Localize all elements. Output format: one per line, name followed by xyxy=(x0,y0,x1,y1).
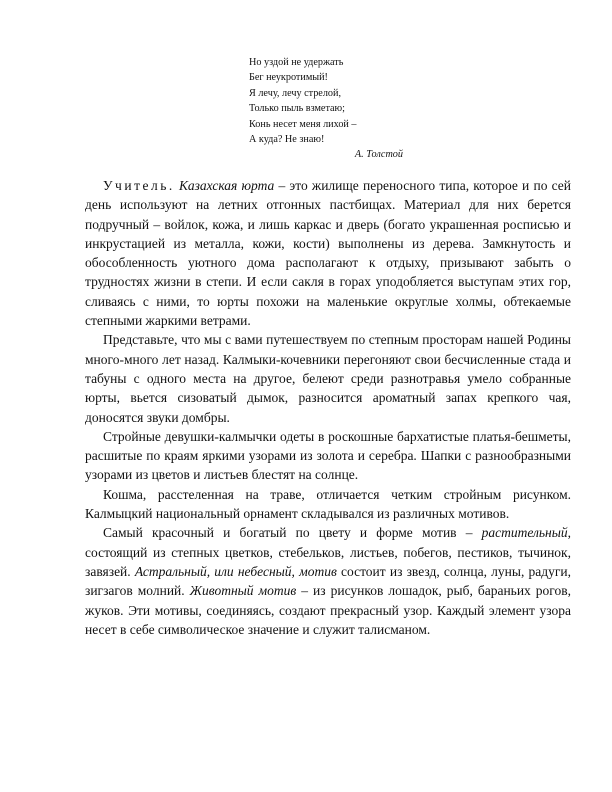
paragraph-girls: Стройные девушки-калмычки одеты в роскошные бархатистые платья-бешметы, расшитые по краям яркими узорами из золота и серебра. Шапки с разнообразными узорами из цветов и листьев блестят на солнце. xyxy=(85,428,571,483)
paragraph-text: Самый красочный и богатый по цвету и форме мотив – xyxy=(103,525,482,541)
paragraph-koshma: Кошма, расстеленная на траве, отличается четким стройным рисунком. Калмыцкий национальный орнамент складывался из различных мотивов. xyxy=(85,486,571,522)
main-text xyxy=(85,176,571,639)
poem-line: Бег неукротимый! xyxy=(249,72,328,84)
paragraph-journey: Представьте, что мы с вами путешествуем по степным просторам нашей Родины много-много лет назад. Калмыки-кочевники перегоняют свои бесчисленные стада и табуны с одного места на другое, белеют среди разнотравья умело собранные юрты, вьется сизоватый дымок, разносится ароматный запах крепкого чая, доносятся звуки домбры. xyxy=(85,332,571,425)
poem-author: А. Толстой xyxy=(354,149,403,161)
paragraph-text: , состоящий из степных цветков, стебельков, листьев, побегов, пестиков, тычинок, завязей. xyxy=(85,525,571,579)
speaker-label: Учитель. xyxy=(103,178,175,193)
poem-line: Только пыль взметаю; xyxy=(249,103,345,115)
paragraph-text: состоит из звезд, солнца, луны, радуги, зигзагов молний. xyxy=(85,563,572,599)
paragraph-text: – из рисунков лошадок, рыб, бараньих рогов, жуков. Эти мотивы, соединяясь, создают прекрасный узор. Каждый элемент узора несет в себе символическое значение и служит талисманом. xyxy=(85,583,571,637)
poem-line: Я лечу, лечу стрелой, xyxy=(249,87,341,99)
poem-line: Конь несет меня лихой – xyxy=(249,118,357,130)
paragraph-text: – это жилище переносного типа, которое и по сей день используют на летних отгонных пастбищах. Материал для них берется подручный – войлок, кожа, и лишь каркас и дверь (богато украшенная росписью и инкрустацией из металла, кожи, кости) выполнены из дерева. Замкнутость и обособленность уютного дома располагают к отдыху, призывают забыть о трудностях жизни в степи. И если сакля в горах уподобляется выступам этих гор, сливаясь с ними, то юрты похожи на маленькие округлые холмы, обтекаемые степными жаркими ветрами. xyxy=(85,178,572,329)
poem-epigraph xyxy=(249,55,439,163)
paragraph-yurt xyxy=(85,176,571,330)
poem-line: Но уздой не удержать xyxy=(249,57,344,68)
poem-line: А куда? Не знаю! xyxy=(249,134,325,146)
term-kazakh-yurt: Казахская юрта xyxy=(178,178,275,193)
term-astral-motif: Астральный, или небесный, мотив xyxy=(134,563,337,579)
term-plant-motif: растительный xyxy=(481,525,568,541)
term-animal-motif: Животный мотив xyxy=(189,583,297,599)
paragraph-motifs xyxy=(85,523,571,639)
